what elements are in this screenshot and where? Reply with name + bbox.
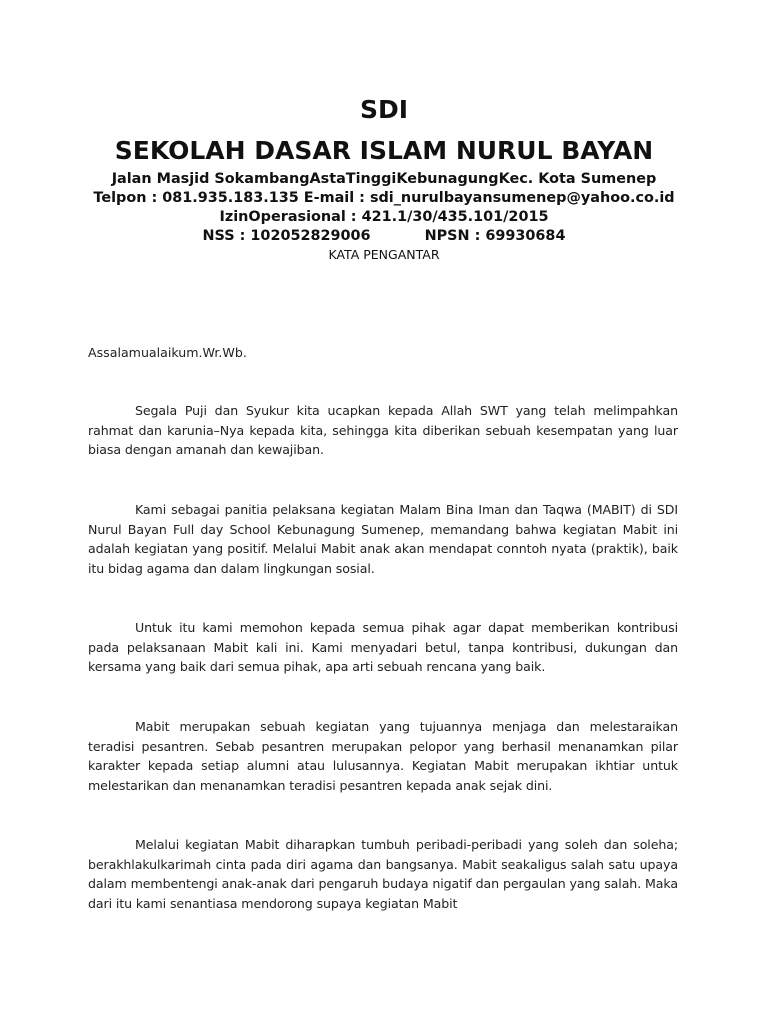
paragraph-4 [88,717,678,795]
registration-numbers [0,227,768,246]
school-full-name: SEKOLAH DASAR ISLAM NURUL BAYAN [114,136,654,165]
school-address: Jalan Masjid SokambangAstaTinggiKebunagungKec. Kota Sumenep [111,171,657,187]
paragraph-text: Mabit merupakan sebuah kegiatan yang tujuannya menjaga dan melestaraikan teradisi pesantren. Sebab pesantren merupakan pelopor yang berhasil menanamkan pilar karakter kepada setiap alumni atau lulusannya. Kegiatan Mabit merupakan ikhtiar untuk melestarikan dan menanamkan teradisi pesantren kepada anak sejak dini. [88,719,678,793]
paragraph-text: Kami sebagai panitia pelaksana kegiatan Malam Bina Iman dan Taqwa (MABIT) di SDI Nurul Bayan Full day School Kebunagung Sumenep, memandang bahwa kegiatan Mabit ini adalah kegiatan yang positif. Melalui Mabit anak akan mendapat conntoh nyata (praktik), baik itu bidag agama dan dalam lingkungan sosial. [88,502,678,576]
greeting: Assalamualaikum.Wr.Wb. [88,345,247,360]
paragraph-text: Untuk itu kami memohon kepada semua pihak agar dapat memberikan kontribusi pada pelaksanaan Mabit kali ini. Kami menyadari betul, tanpa kontribusi, dukungan dan kersama yang baik dari semua pihak, apa arti sebuah rencana yang baik. [88,620,678,674]
school-contact: Telpon : 081.935.183.135 E-mail : sdi_nurulbayansumenep@yahoo.co.id [93,190,675,206]
paragraph-5 [88,835,678,913]
nss-number: NSS : 102052829006 [202,228,371,244]
school-short-name: SDI [359,95,409,124]
npsn-number: NPSN : 69930684 [424,228,566,244]
paragraph-text: Melalui kegiatan Mabit diharapkan tumbuh peribadi-peribadi yang soleh dan soleha; berakhlakulkarimah cinta pada diri agama dan bangsanya. Mabit seakaligus salah satu upaya dalam membentengi anak-anak dari pengaruh budaya nigatif dan pergaulan yang salah. Maka dari itu kami senantiasa mendorong supaya kegiatan Mabit [88,837,678,911]
paragraph-3 [88,618,678,677]
paragraph-text: Segala Puji dan Syukur kita ucapkan kepada Allah SWT yang telah melimpahkan rahmat dan karunia–Nya kepada kita, sehingga kita diberikan sebuah kesempatan yang luar biasa dengan amanah dan kewajiban. [88,403,678,457]
operational-permit: IzinOperasional : 421.1/30/435.101/2015 [219,209,549,225]
paragraph-2 [88,500,678,578]
paragraph-1 [88,401,678,460]
section-title: KATA PENGANTAR [328,247,440,262]
letterhead [0,92,768,264]
